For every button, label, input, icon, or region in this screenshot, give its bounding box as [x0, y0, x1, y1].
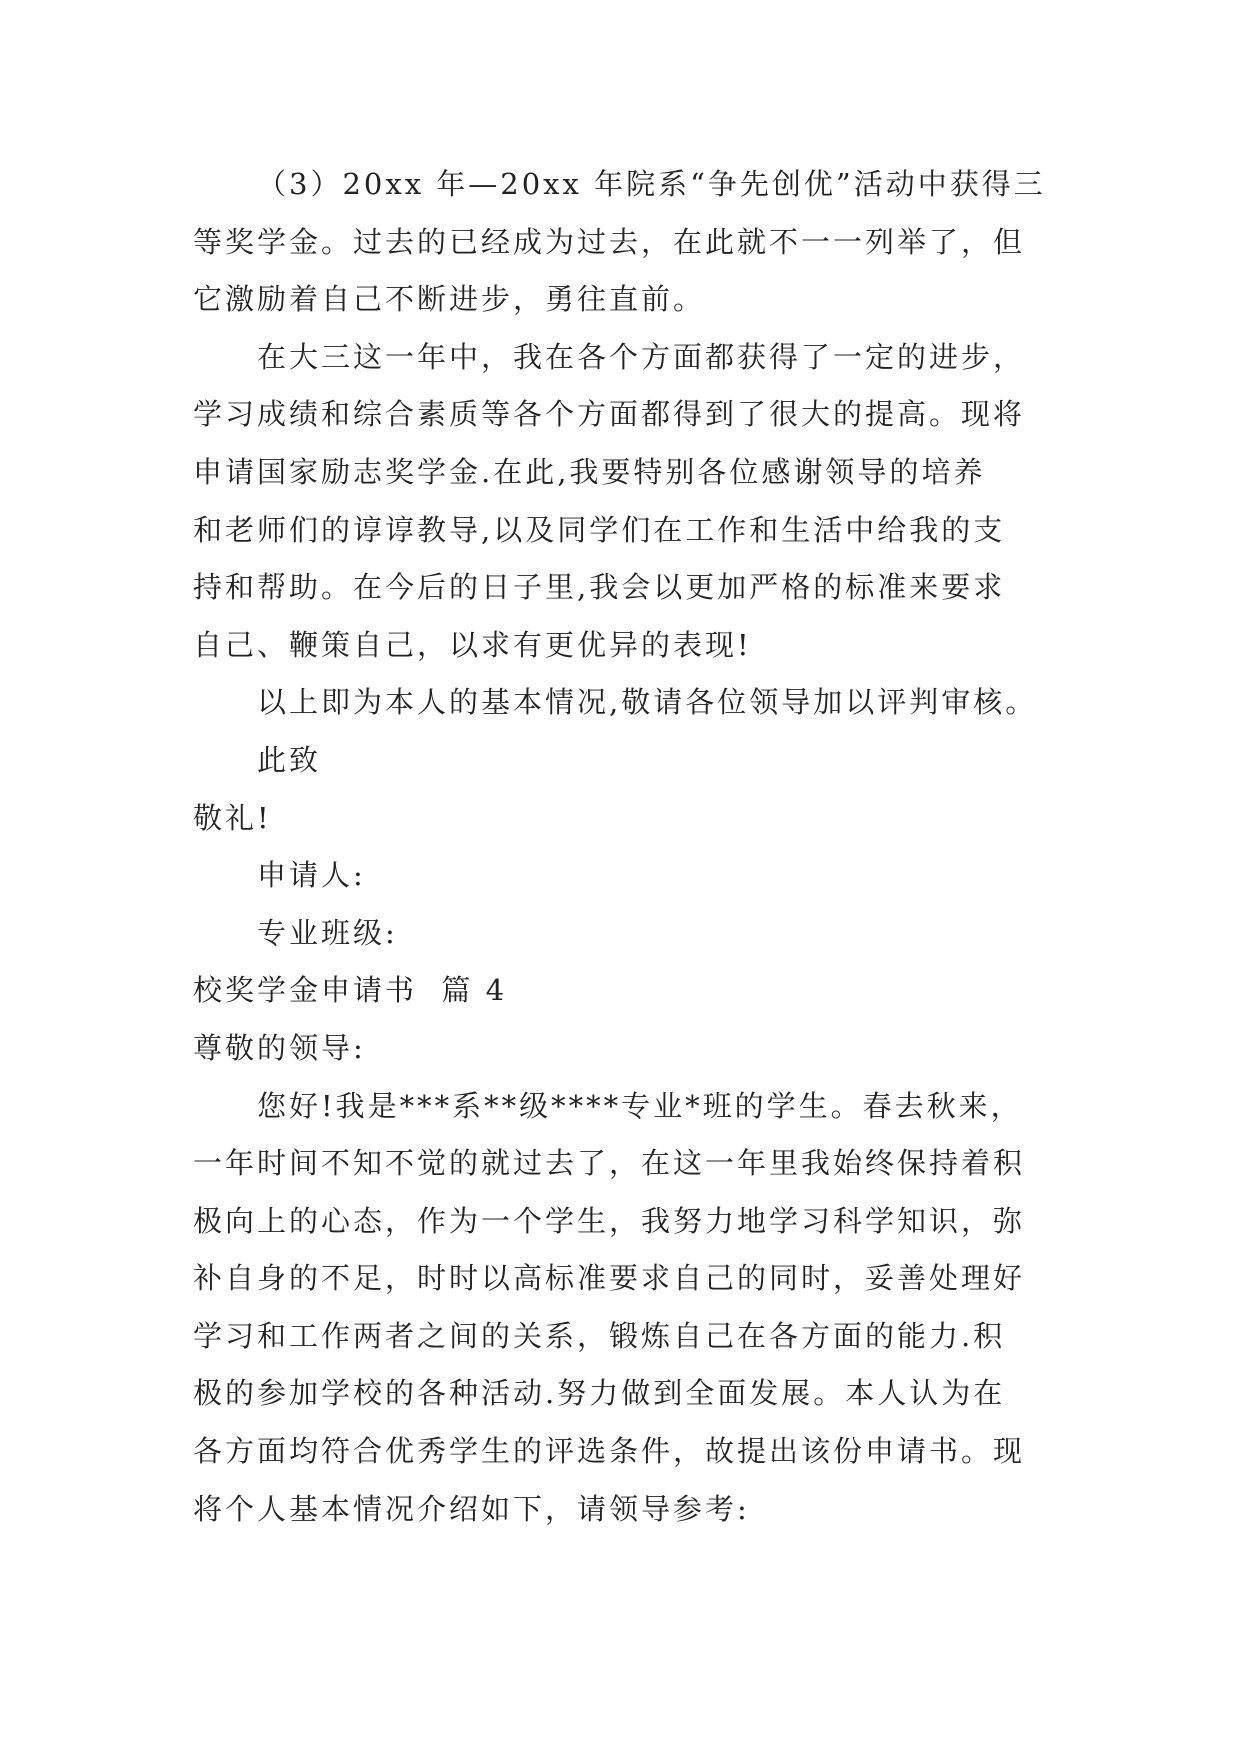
document-body	[193, 156, 1053, 1538]
text-line: 各方面均符合优秀学生的评选条件，故提出该份申请书。现	[193, 1434, 1026, 1469]
text-line: 您好!我是***系**级****专业*班的学生。春去秋来，	[257, 1088, 1023, 1123]
text-line: 自己、鞭策自己，以求有更优异的表现!	[193, 627, 752, 662]
section-heading: 校奖学金申请书 篇 4	[193, 973, 508, 1008]
salutation: 尊敬的领导:	[193, 1030, 366, 1065]
text-line: 学习成绩和综合素质等各个方面都得到了很大的提高。现将	[193, 397, 1026, 432]
text-line: 极向上的心态，作为一个学生，我努力地学习科学知识，弥	[193, 1203, 1026, 1238]
text-line: 补自身的不足，时时以高标准要求自己的同时，妥善处理好	[193, 1261, 1026, 1296]
text-line: 在大三这一年中，我在各个方面都获得了一定的进步，	[257, 339, 1026, 374]
paragraph-award	[193, 156, 1053, 329]
text-line: 申请国家励志奖学金.在此,我要特别各位感谢领导的培养	[193, 454, 986, 489]
text-line: 极的参加学校的各种活动.努力做到全面发展。本人认为在	[193, 1376, 1006, 1411]
text-line: 它激励着自己不断进步，勇往直前。	[193, 282, 706, 317]
text-line: 持和帮助。在今后的日子里,我会以更加严格的标准来要求	[193, 570, 1006, 605]
text-line: （3）20xx 年—20xx 年院系“争先创优”活动中获得三	[257, 167, 1046, 201]
paragraph-progress	[193, 329, 1053, 675]
text-line: 和老师们的谆谆教导,以及同学们在工作和生活中给我的支	[193, 512, 1006, 547]
applicant-label: 申请人:	[257, 858, 366, 893]
text-line: 将个人基本情况介绍如下，请领导参考:	[193, 1491, 750, 1526]
class-label: 专业班级:	[257, 915, 398, 950]
text-line: 学习和工作两者之间的关系，锻炼自己在各方面的能力.积	[193, 1318, 1006, 1353]
closing-cizhi: 此致	[257, 742, 322, 777]
closing-jingli: 敬礼!	[193, 800, 272, 835]
paragraph-introduction	[193, 1078, 1053, 1539]
paragraph-summary: 以上即为本人的基本情况,敬请各位领导加以评判审核。	[257, 685, 1038, 720]
text-line: 一年时间不知不觉的就过去了，在这一年里我始终保持着积	[193, 1146, 1026, 1181]
text-line: 等奖学金。过去的已经成为过去，在此就不一一列举了，但	[193, 224, 1026, 259]
